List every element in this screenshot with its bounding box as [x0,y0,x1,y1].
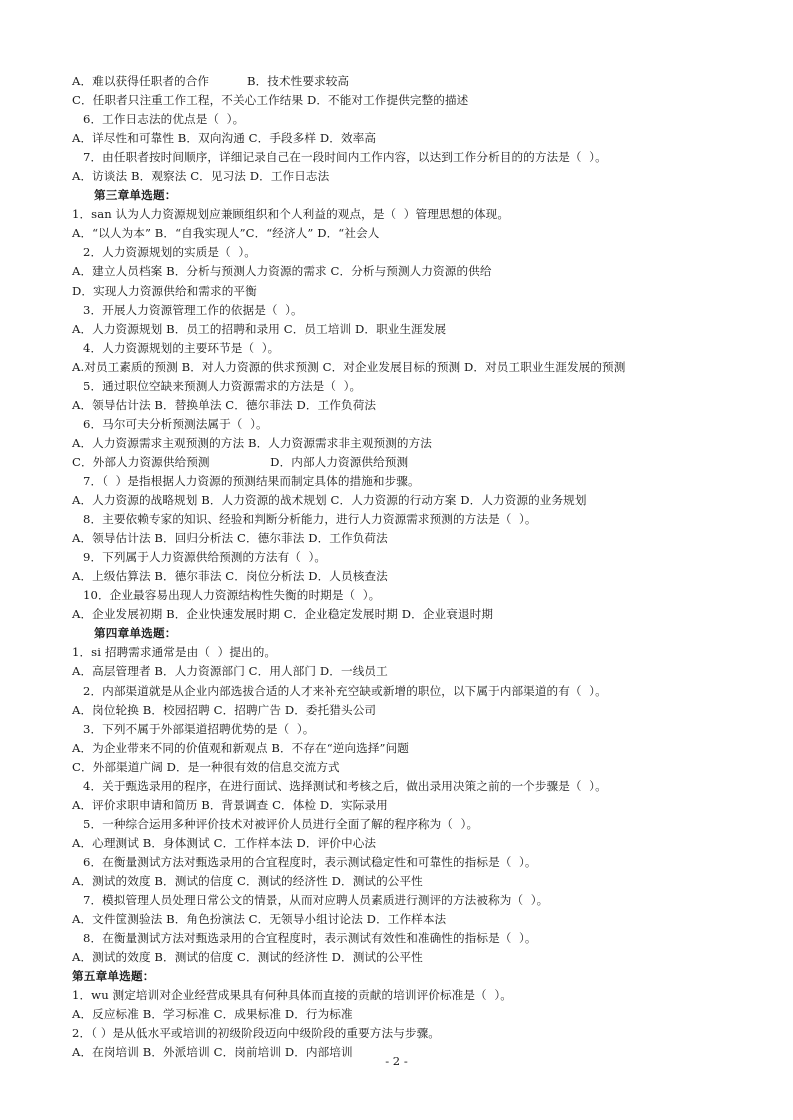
text-line: 5．通过职位空缺来预测人力资源需求的方法是（ ）。 [83,378,362,393]
text-line: A．“以人为本” B．“自我实现人”C．“经济人” D．“社会人 [72,226,380,241]
text-line: 1．si 招聘需求通常是由（ ）提出的。 [72,645,277,660]
text-line: A．上级估算法 B．德尔菲法 C．岗位分析法 D．人员核查法 [72,569,388,584]
text-line: A．测试的效度 B．测试的信度 C．测试的经济性 D．测试的公平性 [72,873,423,888]
text-line: 4．人力资源规划的主要环节是（ ）。 [83,340,280,355]
text-line: A．人力资源的战略规划 B．人力资源的战术规划 C．人力资源的行动方案 D．人力资源的业务规划 [72,493,587,508]
text-line: A．访谈法 B．观察法 C．见习法 D．工作日志法 [72,169,330,184]
text-line: 1．wu 测定培训对企业经营成果具有何种具体而直接的贡献的培训评价标准是（ ）。 [72,988,512,1003]
text-line: 3．下列不属于外部渠道招聘优势的是（ ）。 [83,721,315,736]
text-line: A．人力资源规划 B．员工的招聘和录用 C．员工培训 D．职业生涯发展 [72,321,447,336]
text-line: 1．san 认为人力资源规划应兼顾组织和个人利益的观点，是（ ）管理思想的体现。 [72,207,510,222]
text-line: 10．企业最容易出现人力资源结构性失衡的时期是（ ）。 [83,588,381,603]
text-line: A．心理测试 B．身体测试 C．工作样本法 D．评价中心法 [72,835,377,850]
text-line: A．为企业带来不同的价值观和新观点 B．不存在“逆向选择”问题 [72,740,409,755]
text-line: A．详尽性和可靠性 B．双向沟通 C．手段多样 D．效率高 [72,131,377,146]
text-line: 9．下列属于人力资源供给预测的方法有（ ）。 [83,550,327,565]
section-heading: 第四章单选题： [94,626,177,641]
text-line: 8．在衡量测试方法对甄选录用的合宜程度时，表示测试有效性和准确性的指标是（ ）。 [83,931,537,946]
text-line: A．高层管理者 B．人力资源部门 C．用人部门 D．一线员工 [72,664,388,679]
text-line: A．人力资源需求主观预测的方法 B．人力资源需求非主观预测的方法 [72,435,432,450]
text-line: A．难以获得任职者的合作 B．技术性要求较高 [72,74,350,88]
text-line: C．外部渠道广阔 D．是一种很有效的信息交流方式 [72,759,340,774]
text-line: A．测试的效度 B．测试的信度 C．测试的经济性 D．测试的公平性 [72,950,423,965]
text-line: A．在岗培训 B．外派培训 C．岗前培训 D．内部培训 [72,1045,353,1060]
text-line: A．评价求职申请和简历 B．背景调查 C．体检 D．实际录用 [72,797,388,812]
text-line: C．任职者只注重工作工程，不关心工作结果 D．不能对工作提供完整的描述 [72,93,469,108]
text-line: 4．关于甄选录用的程序，在进行面试、选择测试和考核之后，做出录用决策之前的一个步骤是（ ）。 [83,778,607,793]
text-line: 6．在衡量测试方法对甄选录用的合宜程度时，表示测试稳定性和可靠性的指标是（ ）。 [83,854,537,869]
document-text-body [72,72,738,1062]
text-line: A．反应标准 B．学习标准 C．成果标准 D．行为标准 [72,1007,353,1022]
text-line: C．外部人力资源供给预测 D．内部人力资源供给预测 [72,454,409,469]
text-line: A．领导估计法 B．回归分析法 C．德尔菲法 D．工作负荷法 [72,531,388,546]
text-line: 2．人力资源规划的实质是（ ）。 [83,245,256,260]
text-line: D．实现人力资源供给和需求的平衡 [72,283,257,298]
text-line: 2．内部渠道就是从企业内部选拔合适的人才来补充空缺或新增的职位，以下属于内部渠道的有（ ）。 [83,683,607,698]
page-number: - 2 - [385,1054,408,1068]
text-line: 6．工作日志法的优点是（ ）。 [83,112,245,127]
text-line: 8．主要依赖专家的知识、经验和判断分析能力，进行人力资源需求预测的方法是（ ）。 [83,512,537,527]
section-heading: 第五章单选题： [72,969,155,984]
text-line: 7．（ ）是指根据人力资源的预测结果而制定具体的措施和步骤。 [83,473,420,488]
section-heading: 第三章单选题： [94,188,177,203]
text-line: A．领导估计法 B．替换单法 C．德尔菲法 D．工作负荷法 [72,397,377,412]
text-line: 7．由任职者按时间顺序，详细记录自己在一段时间内工作内容，以达到工作分析目的的方法是（ ）。 [83,150,607,165]
text-line: 7．模拟管理人员处理日常公文的情景，从而对应聘人员素质进行测评的方法被称为（ ）。 [83,893,549,908]
text-line: 5．一种综合运用多种评价技术对被评价人员进行全面了解的程序称为（ ）。 [83,816,479,831]
text-line: 6．马尔可夫分析预测法属于（ ）。 [83,416,268,431]
text-line: A．岗位轮换 B．校园招聘 C．招聘广告 D．委托猎头公司 [72,702,377,717]
text-line: A．企业发展初期 B．企业快速发展时期 C．企业稳定发展时期 D．企业衰退时期 [72,607,494,622]
text-line: A．文件筐测验法 B．角色扮演法 C．无领导小组讨论法 D．工作样本法 [72,912,447,927]
text-line: A.对员工素质的预测 B．对人力资源的供求预测 C．对企业发展目标的预测 D．对员工职业生涯发展的预测 [72,359,626,374]
text-line: 3．开展人力资源管理工作的依据是（ ）。 [83,302,303,317]
text-line: 2．（ ）是从低水平或培训的初级阶段迈向中级阶段的重要方法与步骤。 [72,1026,440,1041]
text-line: A．建立人员档案 B．分析与预测人力资源的需求 C．分析与预测人力资源的供给 [72,264,492,279]
